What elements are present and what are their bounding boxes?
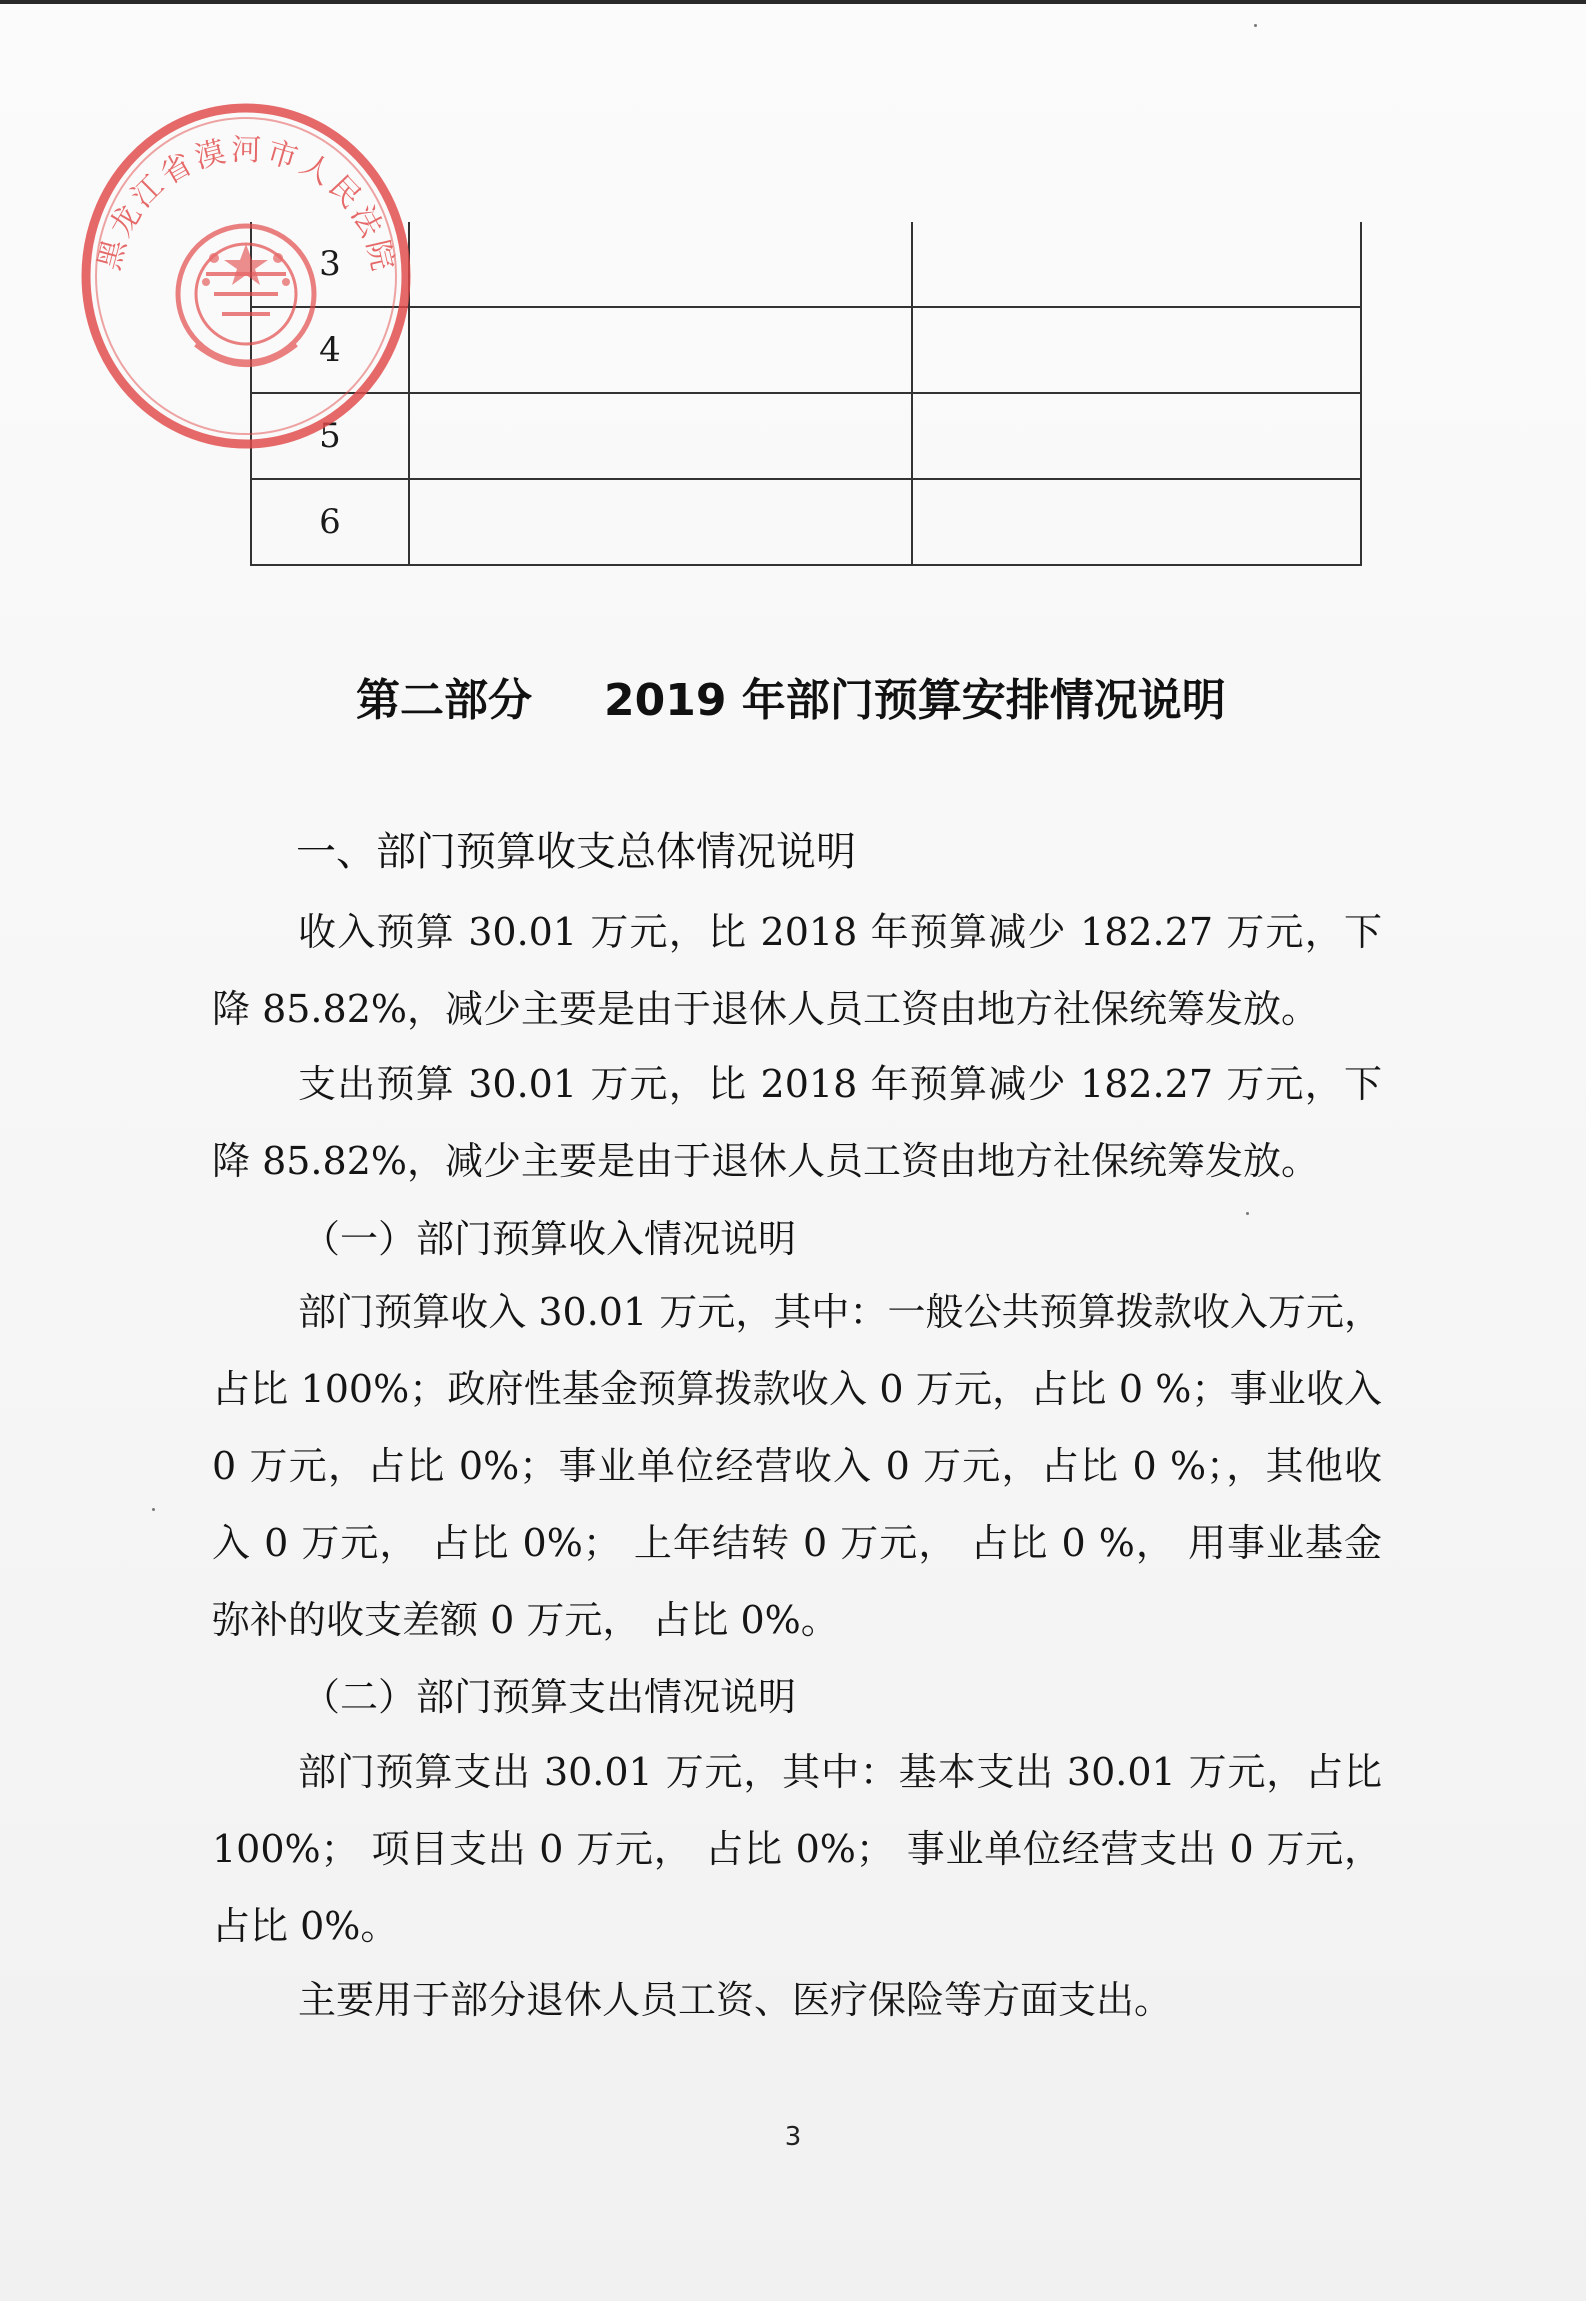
table-cell bbox=[409, 479, 912, 565]
table-row bbox=[251, 479, 1361, 565]
scan-speck bbox=[1246, 1212, 1249, 1215]
income-subheading: （一）部门预算收入情况说明 bbox=[302, 1217, 797, 1261]
table-cell bbox=[409, 307, 912, 393]
part-label: 第二部分 bbox=[356, 675, 532, 726]
expense-detail-paragraph: 部门预算支出 30.01 万元，其中：基本支出 30.01 万元，占比 100%； 项目支出 0 万元， 占比 0%； 事业单位经营支出 0 万元，占比 0%。 bbox=[212, 1750, 1382, 1948]
table-cell bbox=[912, 307, 1361, 393]
table-cell bbox=[409, 222, 912, 307]
section-heading: 一、部门预算收支总体情况说明 bbox=[296, 829, 856, 875]
income-summary-paragraph: 收入预算 30.01 万元，比 2018 年预算减少 182.27 万元，下降 85.82%，减少主要是由于退休人员工资由地方社保统筹发放。 bbox=[212, 910, 1382, 1031]
table-row bbox=[251, 393, 1361, 479]
budget-table bbox=[250, 222, 1362, 566]
scan-top-edge bbox=[0, 0, 1586, 4]
expense-subheading: （二）部门预算支出情况说明 bbox=[302, 1675, 797, 1719]
official-seal bbox=[78, 98, 414, 450]
part-title bbox=[356, 664, 1226, 728]
income-detail-paragraph: 部门预算收入 30.01 万元，其中：一般公共预算拨款收入万元，占比 100%；政府性基金预算拨款收入 0 万元，占比 0 %；事业收入 0 万元，占比 0%；事业单位经营收入 0 万元，占比 0 %；，其他收入 0 万元， 占比 0%； 上年结转 0 万元， 占比 0 %， 用事业基金弥补的收支差额 0 万元， 占比 0%。 bbox=[212, 1290, 1382, 1642]
expense-usage-paragraph: 主要用于部分退休人员工资、医疗保险等方面支出。 bbox=[298, 1978, 1173, 2022]
table-cell bbox=[912, 222, 1361, 307]
scan-speck bbox=[1254, 24, 1257, 27]
row-index: 4 bbox=[251, 307, 409, 393]
table-cell bbox=[912, 393, 1361, 479]
table-cell bbox=[912, 479, 1361, 565]
table-row bbox=[251, 307, 1361, 393]
row-index: 6 bbox=[251, 479, 409, 565]
row-index: 5 bbox=[251, 393, 409, 479]
page-number: 3 bbox=[784, 2122, 802, 2152]
part-title-text: 2019 年部门预算安排情况说明 bbox=[604, 675, 1226, 726]
row-index: 3 bbox=[251, 222, 409, 307]
scan-speck bbox=[152, 1508, 155, 1511]
table-row bbox=[251, 222, 1361, 307]
table-cell bbox=[409, 393, 912, 479]
expense-summary-paragraph: 支出预算 30.01 万元，比 2018 年预算减少 182.27 万元，下降 85.82%，减少主要是由于退休人员工资由地方社保统筹发放。 bbox=[212, 1062, 1382, 1183]
seal-text: 黑龙江省漠河市人民法院 bbox=[91, 132, 401, 278]
